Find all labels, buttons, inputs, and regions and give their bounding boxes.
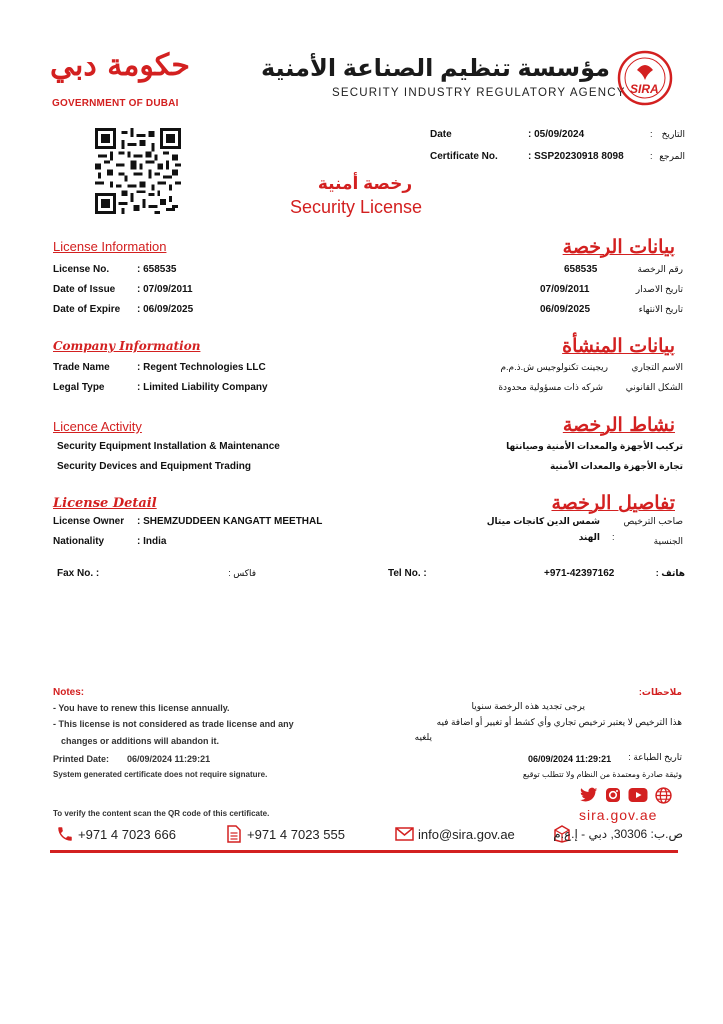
trade-name-label-ar: الاسم التجاري — [631, 362, 683, 372]
legal-type-value-ar: شركه ذات مسؤولية محدودة — [498, 382, 603, 392]
certificate-colon-ar: : — [650, 151, 653, 161]
social-icons — [580, 787, 680, 805]
printed-date-value: 06/09/2024 11:29:21 — [127, 754, 211, 764]
date-label-ar: التاريخ — [661, 129, 685, 139]
nationality-label: Nationality — [53, 536, 105, 547]
sira-logo — [617, 50, 673, 106]
expire-date-label-ar: تاريخ الانتهاء — [638, 304, 683, 314]
expire-date-value-ar: 06/09/2025 — [540, 304, 591, 315]
twitter-icon[interactable] — [580, 787, 598, 803]
certificate-value: : SSP20230918 8098 — [528, 151, 624, 162]
note-abandon-ar: يلغيه — [414, 732, 432, 742]
date-label: Date — [430, 129, 452, 140]
license-owner-value: : SHEMZUDDEEN KANGATT MEETHAL — [137, 516, 323, 527]
license-activity-heading-ar: نشاط الرخصة — [562, 414, 675, 436]
certificate-label: Certificate No. — [430, 151, 498, 162]
sira-logo-text: SIRA — [630, 82, 659, 96]
phone-number-1[interactable]: +971 4 7023 666 — [78, 827, 176, 842]
legal-type-label: Legal Type — [53, 382, 105, 393]
qr-code — [95, 128, 181, 214]
tel-label: Tel No. : — [388, 568, 427, 579]
nationality-colon-ar: : — [612, 532, 615, 542]
activity-item-ar: تجارة الأجهزة والمعدات الأمنية — [549, 461, 683, 471]
system-generated-note-ar: وثيقة صادرة ومعتمدة من النظام ولا تتطلب توقيع — [522, 770, 682, 779]
expire-date-label: Date of Expire — [53, 304, 121, 315]
expire-date-value: : 06/09/2025 — [137, 304, 194, 315]
company-info-heading-ar: بيانات المنشأة — [562, 335, 675, 357]
legal-type-value: : Limited Liability Company — [137, 382, 268, 393]
phone-icon — [56, 825, 74, 843]
note-abandon: changes or additions will abandon it. — [61, 736, 220, 746]
note-trade-license: - This license is not considered as trade license and any — [53, 719, 294, 729]
agency-name-english: SECURITY INDUSTRY REGULATORY AGENCY — [332, 87, 626, 99]
nationality-label-ar: الجنسية — [653, 536, 683, 546]
activity-item: Security Devices and Equipment Trading — [57, 461, 251, 472]
dubai-logo — [50, 48, 195, 110]
fax-icon — [226, 825, 242, 843]
trade-name-value: : Regent Technologies LLC — [137, 362, 266, 373]
printed-date-value-ar: 06/09/2024 11:29:21 — [528, 754, 612, 764]
notes-heading: Notes: — [53, 687, 85, 698]
legal-type-label-ar: الشكل القانوني — [625, 382, 683, 392]
note-renew-ar: يرجى تجديد هذه الرخصة سنويا — [471, 701, 585, 711]
activity-item: Security Equipment Installation & Maintenance — [57, 441, 280, 452]
system-generated-note: System generated certificate does not require signature. — [53, 770, 268, 779]
phone-number-2[interactable]: +971 4 7023 555 — [247, 827, 345, 842]
license-detail-heading: License Detail — [53, 496, 157, 511]
po-box: ص.ب: 30306, دبي - إ.ع.م — [553, 827, 683, 841]
license-no-label: License No. — [53, 264, 110, 275]
license-no-value: : 658535 — [137, 264, 177, 275]
issue-date-value-ar: 07/09/2011 — [540, 284, 590, 295]
nationality-value: : India — [137, 536, 167, 547]
youtube-icon[interactable] — [628, 787, 648, 803]
email-link[interactable]: info@sira.gov.ae — [418, 827, 515, 842]
license-activity-heading: Licence Activity — [53, 419, 142, 434]
instagram-icon[interactable] — [605, 787, 621, 803]
note-renew: - You have to renew this license annually. — [53, 703, 230, 713]
fax-label-ar: فاكس : — [228, 568, 256, 578]
title-english: Security License — [290, 197, 423, 217]
agency-name-arabic: مؤسسة تنظيم الصناعة الأمنية — [260, 55, 610, 82]
title-arabic: رخصة أمنية — [317, 174, 413, 193]
license-owner-label-ar: صاحب الترخيص — [623, 516, 683, 526]
issue-date-value: : 07/09/2011 — [137, 284, 193, 295]
verify-qr-text: To verify the content scan the QR code of this certificate. — [53, 809, 270, 818]
license-info-heading: License Information — [53, 239, 167, 254]
notes-heading-ar: ملاحظات: — [638, 687, 682, 697]
issue-date-label: Date of Issue — [53, 284, 116, 295]
dubai-logo-english: GOVERNMENT OF DUBAI — [52, 98, 179, 109]
dubai-logo-arabic: حكومة دبي — [50, 48, 190, 83]
note-trade-license-ar: هذا الترخيص لا يعتبر ترخيص تجاري وأي كشط أو تغيير أو اضافة فيه — [436, 717, 682, 727]
footer-divider — [50, 850, 678, 853]
trade-name-value-ar: ريجينت تكنولوجيس ش.ذ.م.م — [500, 362, 608, 372]
globe-icon[interactable] — [655, 787, 672, 804]
license-detail-heading-ar: تفاصيل الرخصة — [551, 492, 675, 514]
date-colon-ar: : — [650, 129, 653, 139]
activity-item-ar: تركيب الأجهزة والمعدات الأمنية وصيانتها — [506, 441, 683, 451]
date-value: : 05/09/2024 — [528, 129, 585, 140]
certificate-label-ar: المرجع — [659, 151, 685, 161]
sira-logo-icon — [617, 50, 673, 106]
fax-label: Fax No. : — [57, 568, 100, 579]
trade-name-label: Trade Name — [53, 362, 110, 373]
tel-value: +971-42397162 — [544, 568, 615, 579]
website-link[interactable]: sira.gov.ae — [579, 807, 658, 823]
license-no-label-ar: رقم الرخصة — [637, 264, 683, 274]
license-no-value-ar: 658535 — [564, 264, 598, 275]
email-icon — [395, 827, 414, 841]
printed-date-label: Printed Date: — [53, 754, 110, 764]
license-owner-value-ar: شمس الدين كانجات ميتال — [486, 516, 600, 526]
license-info-heading-ar: بيانات الرخصة — [562, 236, 675, 258]
printed-date-label-ar: تاريخ الطباعة : — [628, 752, 682, 762]
issue-date-label-ar: تاريخ الاصدار — [635, 284, 683, 294]
license-owner-label: License Owner — [53, 516, 125, 527]
company-info-heading: Company Information — [53, 339, 201, 353]
tel-label-ar: هاتف : — [655, 568, 685, 578]
nationality-value-ar: الهند — [578, 532, 600, 542]
